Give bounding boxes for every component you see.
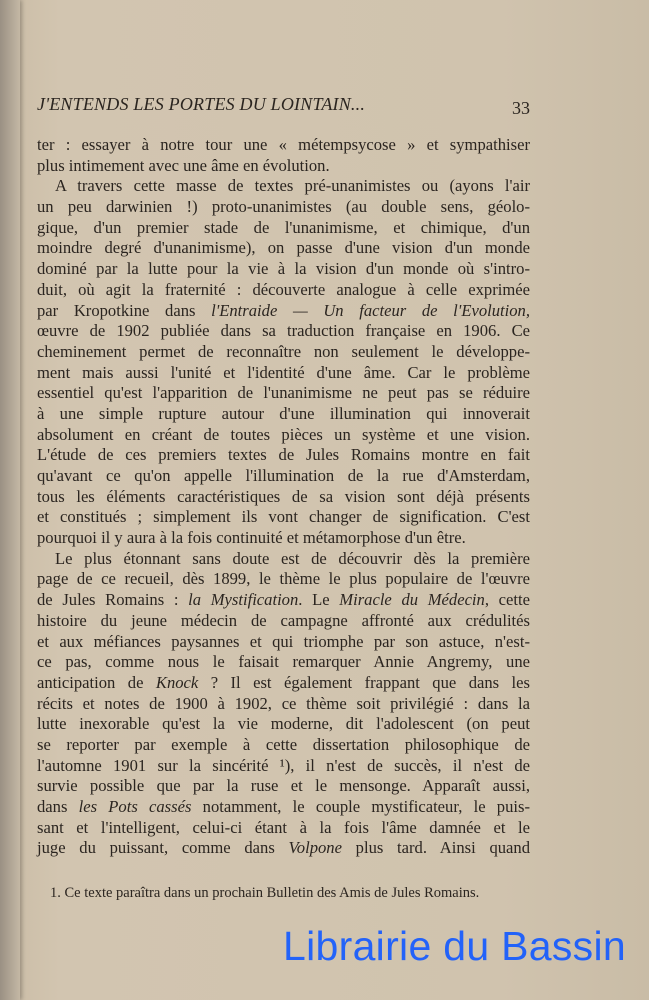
text-line [37,197,530,218]
text-segment: duit, où agit la fraternité : découverte analogue à celle exprimée [37,279,530,299]
text-segment: page de ce recueil, dès 1899, le thème le plus populaire de l'œuvre [37,569,530,589]
text-line [37,238,530,259]
text-segment: ment mais aussi l'unité et l'identité d'une âme. Car le problème [37,362,530,382]
text-segment: et constitués ; simplement ils vont changer de signification. C'est [37,507,530,527]
text-line [37,487,530,508]
text-line [37,445,530,466]
text-segment: qu'avant ce qu'on appelle l'illumination de la rue d'Amsterdam, [37,466,530,485]
text-line [37,549,530,570]
running-title: J'ENTENDS LES PORTES DU LOINTAIN... [37,94,366,114]
text-line [37,280,530,301]
text-line [37,425,530,446]
text-line [37,135,530,156]
text-segment: de Jules Romains : [37,590,189,610]
text-line [37,714,530,735]
text-line [37,673,530,694]
text-segment: , cette [484,590,530,610]
text-segment: dominé par la lutte pour la vie à la vision d'un monde où s'intro- [37,259,530,279]
text-segment: A travers cette masse de textes pré-unanimistes ou (ayons l'air [55,176,530,196]
text-line [37,383,530,404]
text-segment: œuvre de 1902 publiée dans sa traduction française en 1906. Ce [37,321,530,341]
text-segment: essentiel qu'est l'apparition de l'unanimisme ne peut pas se réduire [37,383,530,403]
text-segment: un peu darwinien !) proto-unanimistes (au double sens, géolo- [37,197,530,217]
text-line [37,301,530,322]
text-segment: lutte inexorable qu'est la vie moderne, dit l'adolescent (on peut [37,714,530,734]
text-line [37,818,530,839]
text-segment: anticipation de [37,672,156,692]
text-segment: ? Il est également frappant que dans les [198,672,530,692]
text-segment: gique, d'un premier stade de l'unanimisme, et chimique, d'un [37,217,530,237]
page-number: 33 [512,98,530,118]
text-line [37,466,530,487]
text-segment: plus tard. Ainsi quand [341,838,530,858]
italic-title: la Mystification [188,590,299,610]
text-segment: à une simple rupture autour d'une illumination qui innoverait [37,403,530,423]
text-segment: sant et l'intelligent, celui-ci étant à la fois l'âme damnée et le [37,817,530,837]
text-segment: moindre degré d'unanimisme), on passe d'une vision d'un monde [37,238,530,258]
italic-title: Volpone [288,838,342,858]
text-line [37,797,530,818]
text-segment: tous les éléments caractéristiques de sa vision sont déjà présents [37,486,530,506]
text-segment: ce pas, comme nous le faisait remarquer Annie Angremy, une [37,652,530,672]
text-line [37,528,530,549]
text-line [37,756,530,777]
text-segment: par Kropotkine dans [37,300,212,320]
text-segment: histoire du jeune médecin de campagne affronté aux crédulités [37,610,530,630]
text-line [37,652,530,673]
italic-title: Miracle du Médecin [339,590,485,610]
text-line [37,735,530,756]
italic-title: l'Entraide — Un facteur de l'Evolution, [211,300,530,320]
text-line [37,176,530,197]
body-text [37,135,530,859]
text-segment: récits et notes de 1900 à 1902, ce thème soit privilégié : dans la [37,693,530,713]
text-segment: Le plus étonnant sans doute est de découvrir dès la première [55,548,530,568]
text-segment: et aux méfiances paysannes et qui triomphe par son astuce, n'est- [37,631,530,651]
text-segment: se reporter par exemple à cette dissertation philosophique de [37,734,530,754]
text-line [37,218,530,239]
text-line [37,363,530,384]
text-segment: juge du puissant, comme dans [37,838,289,858]
page-header [37,94,530,120]
text-line [37,776,530,797]
text-segment: cheminement permet de reconnaître non seulement le développe- [37,341,530,361]
text-segment: plus intimement avec une âme en évolution. [37,155,330,175]
text-segment: l'automne 1901 sur la sincérité ¹), il n'est de succès, il n'est de [37,755,530,775]
text-line [37,404,530,425]
text-segment: . Le [298,590,340,610]
text-segment: notamment, le couple mystificateur, le puis- [191,797,530,816]
text-line [37,694,530,715]
text-segment: dans [37,797,79,816]
italic-title: Knock [155,672,199,692]
text-segment: survie possible que par la ruse et le mensonge. Apparaît aussi, [37,776,530,796]
text-line [37,156,530,177]
text-line [37,838,530,859]
text-line [37,259,530,280]
text-line [37,590,530,611]
adjacent-page-edge [0,0,20,1000]
text-line [37,321,530,342]
text-segment: absolument en créant de toutes pièces un système et une vision. [37,424,530,444]
text-line [37,632,530,653]
text-segment: L'étude de ces premiers textes de Jules Romains montre en fait [37,445,530,465]
text-line [37,507,530,528]
text-segment: ter : essayer à notre tour une « métempsycose » et sympathiser [37,135,530,154]
text-segment: pourquoi il y aura à la fois continuité et métamorphose d'un être. [37,528,466,548]
watermark: Librairie du Bassin [283,923,626,969]
text-line [37,611,530,632]
text-line [37,342,530,363]
text-line [37,569,530,590]
italic-title: les Pots cassés [78,797,192,816]
footnote: 1. Ce texte paraîtra dans un prochain Bulletin des Amis de Jules Romains. [50,885,480,901]
